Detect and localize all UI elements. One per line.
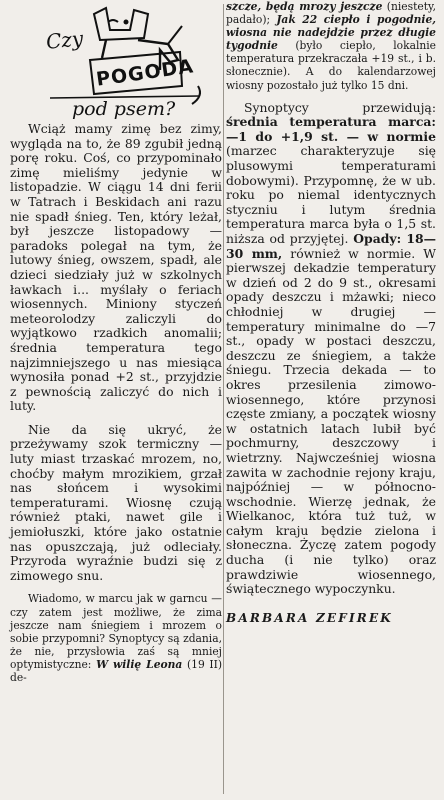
right-column — [226, 0, 436, 800]
paragraph-3-end: (19 II) de- — [10, 657, 222, 684]
paragraph-4 — [226, 0, 436, 92]
paragraph-4-quote-b: Jak 22 ciepło i pogodnie, wiosna nie nadejdzie przez długie tygodnie — [226, 13, 437, 53]
left-column — [10, 0, 222, 800]
author-byline: BARBARA ZEFIREK — [226, 610, 393, 625]
logo-pogoda: POGODA — [94, 55, 196, 91]
paragraph-4-mid: (niestety, padało); — [226, 0, 437, 27]
paragraph-5-mid: (marzec charakteryzuje się plusowymi temperaturami dobowymi). Przypomnę, że w ub. roku po niemal identycznych styczniu i lutym średnia temperatura marca była o 1,5 st. niższa od przyjętej. — [226, 143, 436, 246]
logo-pod-psem: pod psem? — [72, 98, 176, 120]
paragraph-3-text: Wiadomo, w marcu jak w garncu — czy zatem jest możliwe, że zima jeszcze nam śniegiem i mrozem o sobie przypomni? Synoptycy są zdania, że nie, przysłowia zaś są mniej optymistyczne: — [10, 592, 222, 671]
paragraph-1: Wciąż mamy zimę bez zimy, wygląda na to, że 89 zgubił jedną porę roku. Coś, co przypominało zimę mieliśmy jedynie w listopadzie. W ciągu 14 dni ferii w Tatrach i Beskidach ani razu nie spadł śnieg. Ten, który leżał, był jeszcze listopadowy — paradoks polegał na tym, że lutowy śnieg, owszem, spadł, ale dzieci siedziały już w szkolnych ławkach i... myślały o feriach wiosennych. Miniony styczeń meteorolodzy zaliczyli do wyjątkowo rzadkich anomalii; średnia temperatura tego najzimniejszego u nas miesiąca wynosiła ponad +2 st., przyjdzie z pewnością zaliczyć do nich i luty. — [10, 121, 222, 414]
column-divider — [223, 4, 224, 794]
paragraph-5-end: również w normie. W pierwszej dekadzie temperatury w dzień od 2 do 9 st., okresami opady deszczu i mżawki; nieco chłodniej w drugiej — temperatury minimalne do —7 st., opady w postaci deszczu, deszczu ze śniegiem, a także śniegu. Trzecia dekada — to okres przesilenia zimowo-wiosennego, które przynosi częste zmiany, a początek wiosny w ostatnich latach lubił być pochmurny, deszczowy i wietrzny. Najwcześniej wiosna zawita w zachodnie rejony kraju, najpóźniej — w północno-wschodnie. Wierzę jednak, że Wielkanoc, która tuż tuż, w całym kraju będzie zielona i słoneczna. Życzę zatem pogody ducha (i nie tylko) oraz prawdziwie wiosennego, świątecznego wypoczynku. — [226, 245, 436, 597]
paragraph-4-quote-a: szcze, będą mrozy jeszcze — [226, 0, 383, 13]
paragraph-3-quote: W wilię Leona — [96, 657, 183, 671]
paragraph-5 — [226, 101, 436, 597]
paragraph-4-end: (było ciepło, lokalnie temperatura przekraczała +19 st., i b. słonecznie). A do kalendarzowej wiosny pozostało już tylko 15 dni. — [226, 39, 436, 92]
paragraph-2: Nie da się ukryć, że przeżywamy szok termiczny — luty miast trzaskać mrozem, no, choćby małym mrozikiem, grzał nas słońcem i wysokimi temperaturami. Wiosnę czują również ptaki, nawet gile i jemiołuszki, które jako ostatnie nas opuszczają, już odleciały. Przyroda wyraźnie budzi się z zimowego snu. — [10, 421, 222, 583]
paragraph-3 — [10, 592, 222, 684]
header-logo — [10, 0, 222, 122]
logo-czy: Czy — [44, 26, 85, 54]
paragraph-5-bold-a: średnia temperatura marca: —1 do +1,9 st. — w normie — [226, 114, 436, 144]
paragraph-5-intro: Synoptycy przewidują: — [244, 99, 436, 115]
paragraph-5-bold-b: Opady: 18—30 mm, — [226, 231, 436, 261]
